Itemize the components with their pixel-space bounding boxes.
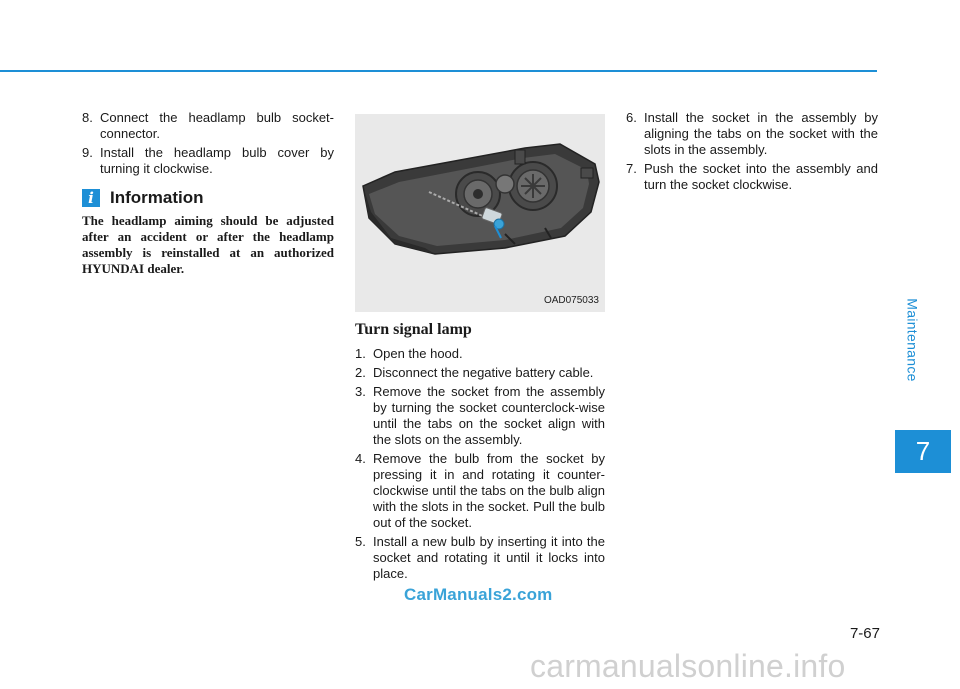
left-column bbox=[82, 110, 334, 277]
step-list bbox=[355, 346, 605, 582]
page-number: 7-67 bbox=[849, 625, 880, 642]
information-icon: i bbox=[82, 189, 100, 207]
step-list bbox=[626, 110, 878, 193]
step-text: Push the socket into the assembly and turn the socket clockwise. bbox=[644, 161, 878, 192]
list-item bbox=[355, 365, 605, 381]
headlamp-figure bbox=[355, 114, 605, 312]
step-number: 6. bbox=[626, 110, 637, 125]
list-item bbox=[355, 384, 605, 448]
headlamp-assembly-illustration bbox=[355, 114, 605, 312]
step-list bbox=[82, 110, 334, 177]
list-item bbox=[355, 534, 605, 582]
info-heading bbox=[82, 189, 334, 207]
list-item bbox=[355, 451, 605, 531]
step-number: 8. bbox=[82, 110, 93, 125]
step-number: 5. bbox=[355, 534, 366, 549]
step-text: Disconnect the negative battery cable. bbox=[373, 365, 594, 380]
list-item bbox=[626, 161, 878, 193]
watermark-link[interactable]: CarManuals2.com bbox=[404, 585, 553, 604]
right-column bbox=[626, 110, 878, 196]
step-number: 9. bbox=[82, 145, 93, 160]
list-item bbox=[82, 110, 334, 142]
step-number: 1. bbox=[355, 346, 366, 361]
list-item bbox=[82, 145, 334, 177]
step-text: Remove the socket from the assembly by turning the socket counterclock-wise until the tabs on the socket align with the slots on the assembly. bbox=[373, 384, 605, 447]
info-body: The headlamp aiming should be adjusted after an accident or after the headlamp assembly is reinstalled at an authorized HYUNDAI dealer. bbox=[82, 213, 334, 276]
step-number: 3. bbox=[355, 384, 366, 399]
step-text: Open the hood. bbox=[373, 346, 463, 361]
figure-code: OAD075033 bbox=[543, 295, 599, 306]
list-item bbox=[355, 346, 605, 362]
step-text: Install the socket in the assembly by aligning the tabs on the socket with the slots in the assembly. bbox=[644, 110, 878, 157]
chapter-number-badge: 7 bbox=[895, 430, 951, 473]
list-item bbox=[626, 110, 878, 158]
footer-watermark: carmanualsonline.info bbox=[530, 648, 846, 684]
step-text: Install a new bulb by inserting it into the socket and rotating it until it locks into place. bbox=[373, 534, 605, 581]
info-title: Information bbox=[110, 188, 204, 207]
step-text: Connect the headlamp bulb socket-connector. bbox=[100, 110, 334, 141]
section-title: Turn signal lamp bbox=[355, 321, 472, 338]
step-text: Remove the bulb from the socket by pressing it in and rotating it counter-clockwise until the tabs on the bulb align with the slots in the socket. Pull the bulb out of the socket. bbox=[373, 451, 605, 530]
middle-column bbox=[355, 110, 605, 585]
header-rule bbox=[0, 70, 877, 72]
step-number: 4. bbox=[355, 451, 366, 466]
step-text: Install the headlamp bulb cover by turning it clockwise. bbox=[100, 145, 334, 176]
step-number: 2. bbox=[355, 365, 366, 380]
step-number: 7. bbox=[626, 161, 637, 176]
section-tab-label: Maintenance bbox=[905, 298, 921, 382]
section-tab bbox=[897, 250, 929, 430]
